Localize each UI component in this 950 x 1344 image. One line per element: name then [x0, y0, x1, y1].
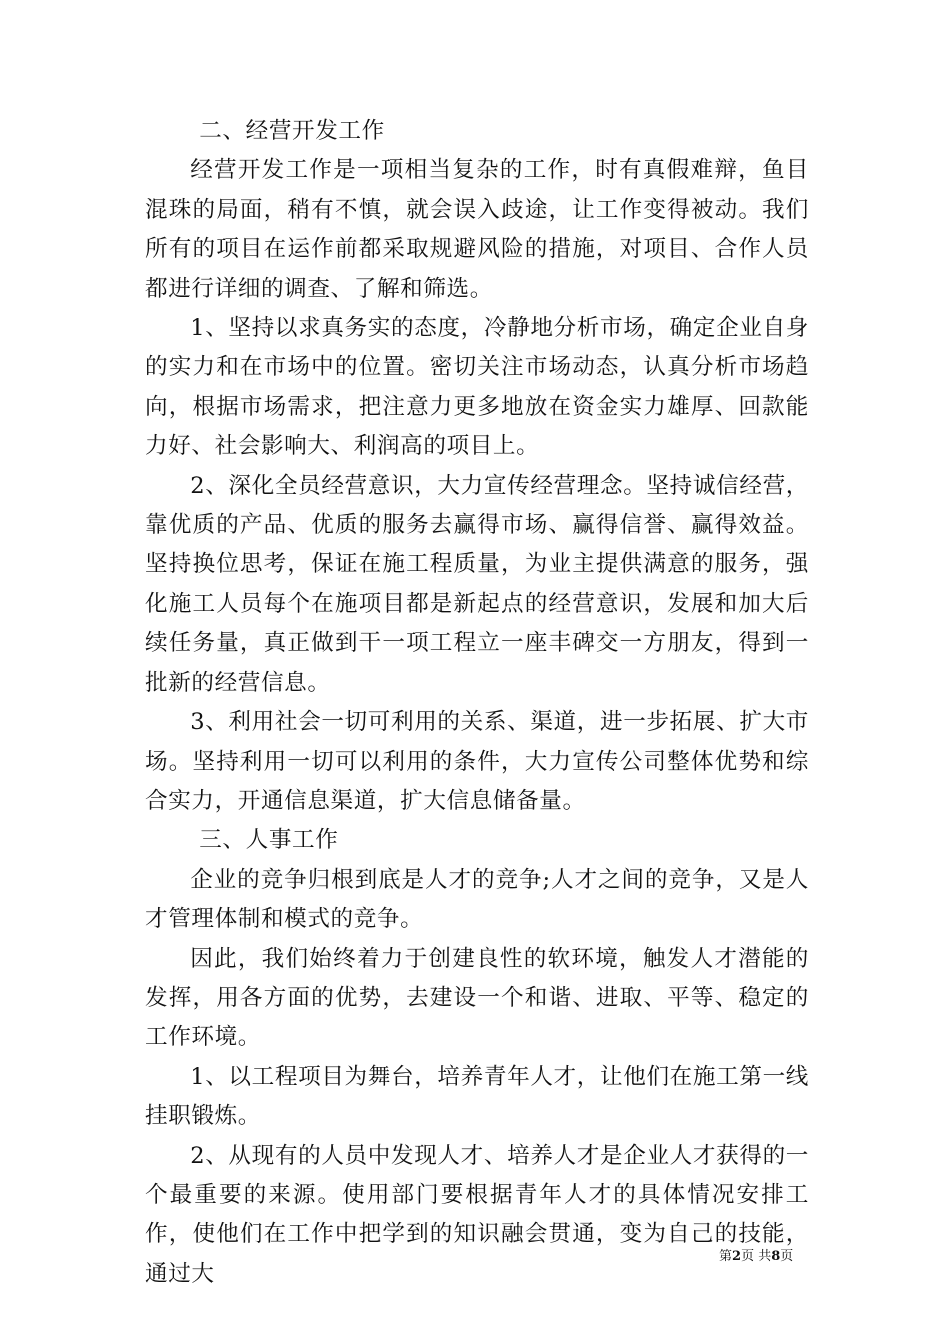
paragraph: 经营开发工作是一项相当复杂的工作，时有真假难辩，鱼目混珠的局面，稍有不慎，就会误入歧途，让工作变得被动。我们所有的项目在运作前都采取规避风险的措施，对项目、合作人员都进行详细的调查、了解和筛选。: [145, 157, 809, 302]
document-body: [145, 112, 809, 1294]
section-heading-personnel: 三、人事工作: [199, 827, 339, 854]
paragraph: 因此，我们始终着力于创建良性的软环境，触发人才潜能的发挥，用各方面的优势，去建设一个和谐、进取、平等、稳定的工作环境。: [145, 945, 809, 1051]
page-number-footer: [719, 1248, 793, 1266]
paragraph: 企业的竞争归根到底是人才的竞争;人才之间的竞争，又是人才管理体制和模式的竞争。: [145, 866, 809, 933]
footer-middle: 页 共: [741, 1249, 772, 1264]
footer-suffix: 页: [780, 1249, 794, 1264]
paragraph: 3、利用社会一切可利用的关系、渠道，进一步拓展、扩大市场。坚持利用一切可以利用的条件，大力宣传公司整体优势和综合实力，开通信息渠道，扩大信息储备量。: [145, 709, 809, 814]
paragraph: 2、深化全员经营意识，大力宣传经营理念。坚持诚信经营，靠优质的产品、优质的服务去赢得市场、赢得信誉、赢得效益。坚持换位思考，保证在施工程质量，为业主提供满意的服务，强化施工人员每个在施项目都是新起点的经营意识，发展和加大后续任务量，真正做到干一项工程立一座丰碑交一方朋友，得到一批新的经营信息。: [145, 472, 809, 696]
total-page-count: 8: [771, 1249, 781, 1264]
footer-prefix: 第: [719, 1249, 733, 1264]
current-page-number: 2: [732, 1249, 742, 1264]
paragraph: 2、从现有的人员中发现人才、培养人才是企业人才获得的一个最重要的来源。使用部门要根据青年人才的具体情况安排工作，使他们在工作中把学到的知识融会贯通，变为自己的技能，通过大: [145, 1142, 809, 1287]
section-heading-business-development: 二、经营开发工作: [199, 118, 385, 144]
paragraph: 1、以工程项目为舞台，培养青年人才，让他们在施工第一线挂职锻炼。: [145, 1063, 809, 1130]
paragraph: 1、坚持以求真务实的态度，冷静地分析市场，确定企业自身的实力和在市场中的位置。密切关注市场动态，认真分析市场趋向，根据市场需求，把注意力更多地放在资金实力雄厚、回款能力好、社会影响大、利润高的项目上。: [145, 315, 809, 460]
